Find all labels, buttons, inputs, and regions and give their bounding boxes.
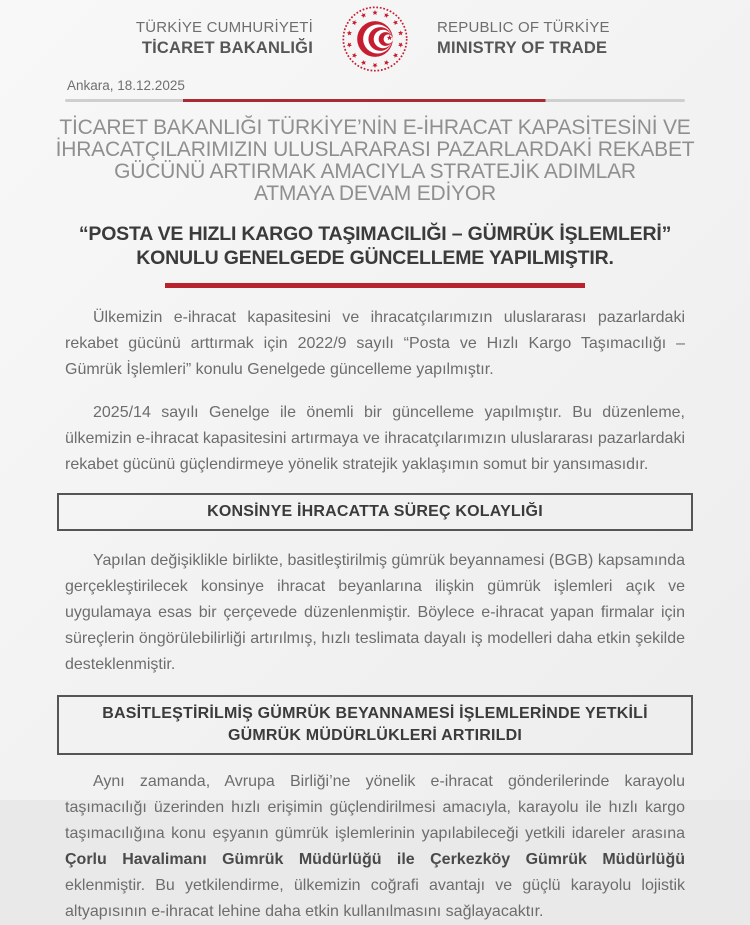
paragraph-3: Yapılan değişiklikle birlikte, basitleştirilmiş gümrük beyannamesi (BGB) kapsamında gerçekleştirilecek konsinye ihracat beyanlarına ilişkin gümrük işlemleri açık ve uygulamaya esas bir çerçevede düzenlenmiştir. Böylece e-ihracat yapan firmalar için süreçlerin öngörülebilirliği artırılmış, hızlı teslimata dayalı iş modelleri daha etkin şekilde desteklenmiştir. <box>65 552 685 673</box>
org-right-line1: REPUBLIC OF TÜRKİYE <box>437 19 610 37</box>
paragraph-2: 2025/14 sayılı Genelge ile önemli bir güncelleme yapılmıştır. Bu düzenleme, ülkemizin e-ihracat kapasitesini artırmaya ve ihracatçılarımızın uluslararası pazarlardaki rekabet gücünü güçlendirmeye yönelik stratejik yaklaşımın somut bir yansımasıdır. <box>65 404 685 473</box>
org-name-turkish <box>0 19 327 58</box>
masthead <box>0 0 750 70</box>
subtitle-line-2: KONULU GENELGEDE GÜNCELLEME YAPILMIŞTIR. <box>136 247 614 269</box>
title-line-2: İHRACATÇILARIMIZIN ULUSLARARASI PAZARLARDAKİ REKABET <box>55 138 695 161</box>
paragraph-4 <box>65 769 685 925</box>
section-heading-konsinye: KONSİNYE İHRACATTA SÜREÇ KOLAYLIĞI <box>57 493 693 531</box>
ministry-of-trade-emblem-icon <box>342 6 408 72</box>
document-title <box>0 117 750 205</box>
org-name-english <box>423 19 750 58</box>
subtitle-line-1: “POSTA VE HIZLI KARGO TAŞIMACILIĞI – GÜMRÜK İŞLEMLERİ” <box>78 223 672 245</box>
title-line-1: TİCARET BAKANLIĞI TÜRKİYE’NİN E-İHRACAT KAPASİTESİNİ VE <box>59 116 691 139</box>
subtitle-underline-bar <box>165 283 585 288</box>
section-heading-bgb-mudurlukleri: BASİTLEŞTİRİLMİŞ GÜMRÜK BEYANNAMESİ İŞLEMLERİNDE YETKİLİ GÜMRÜK MÜDÜRLÜKLERİ ARTIRILDI <box>57 695 693 755</box>
paragraph-4-lead: Aynı zamanda, Avrupa Birliği’ne yönelik e-ihracat gönderilerinde karayolu taşımacılığı üzerinden hızlı erişimin güçlendirilmesi amacıyla, karayolu ile hızlı kargo taşımacılığına konu eşyanın gümrük işlemlerinin yapılabileceği yetkili idareler arasına <box>65 773 685 842</box>
org-left-line1: TÜRKİYE CUMHURİYETİ <box>135 19 313 37</box>
org-right-line2: MINISTRY OF TRADE <box>437 39 608 58</box>
document-subtitle <box>0 222 750 270</box>
org-left-line2: TİCARET BAKANLIĞI <box>141 39 313 58</box>
dateline: Ankara, 18.12.2025 <box>67 78 185 93</box>
paragraph-1: Ülkemizin e-ihracat kapasitesini ve ihracatçılarımızın uluslararası pazarlardaki rekabet gücünü arttırmak için 2022/9 sayılı “Posta ve Hızlı Kargo Taşımacılığı – Gümrük İşlemleri” konulu Genelgede güncelleme yapılmıştır. <box>65 309 685 378</box>
header-divider <box>65 99 685 102</box>
paragraph-4-tail: eklenmiştir. Bu yetkilendirme, ülkemizin coğrafi avantajı ve güçlü karayolu lojistik altyapısının e-ihracat lehine daha etkin kullanılmasını sağlayacaktır. <box>65 877 685 920</box>
title-line-3: GÜCÜNÜ ARTIRMAK AMACIYLA STRATEJİK ADIMLAR <box>114 160 636 183</box>
title-line-4: ATMAYA DEVAM EDİYOR <box>253 182 497 205</box>
paragraph-4-bold-customs-offices: Çorlu Havalimanı Gümrük Müdürlüğü ile Çerkezköy Gümrük Müdürlüğü <box>65 851 685 868</box>
